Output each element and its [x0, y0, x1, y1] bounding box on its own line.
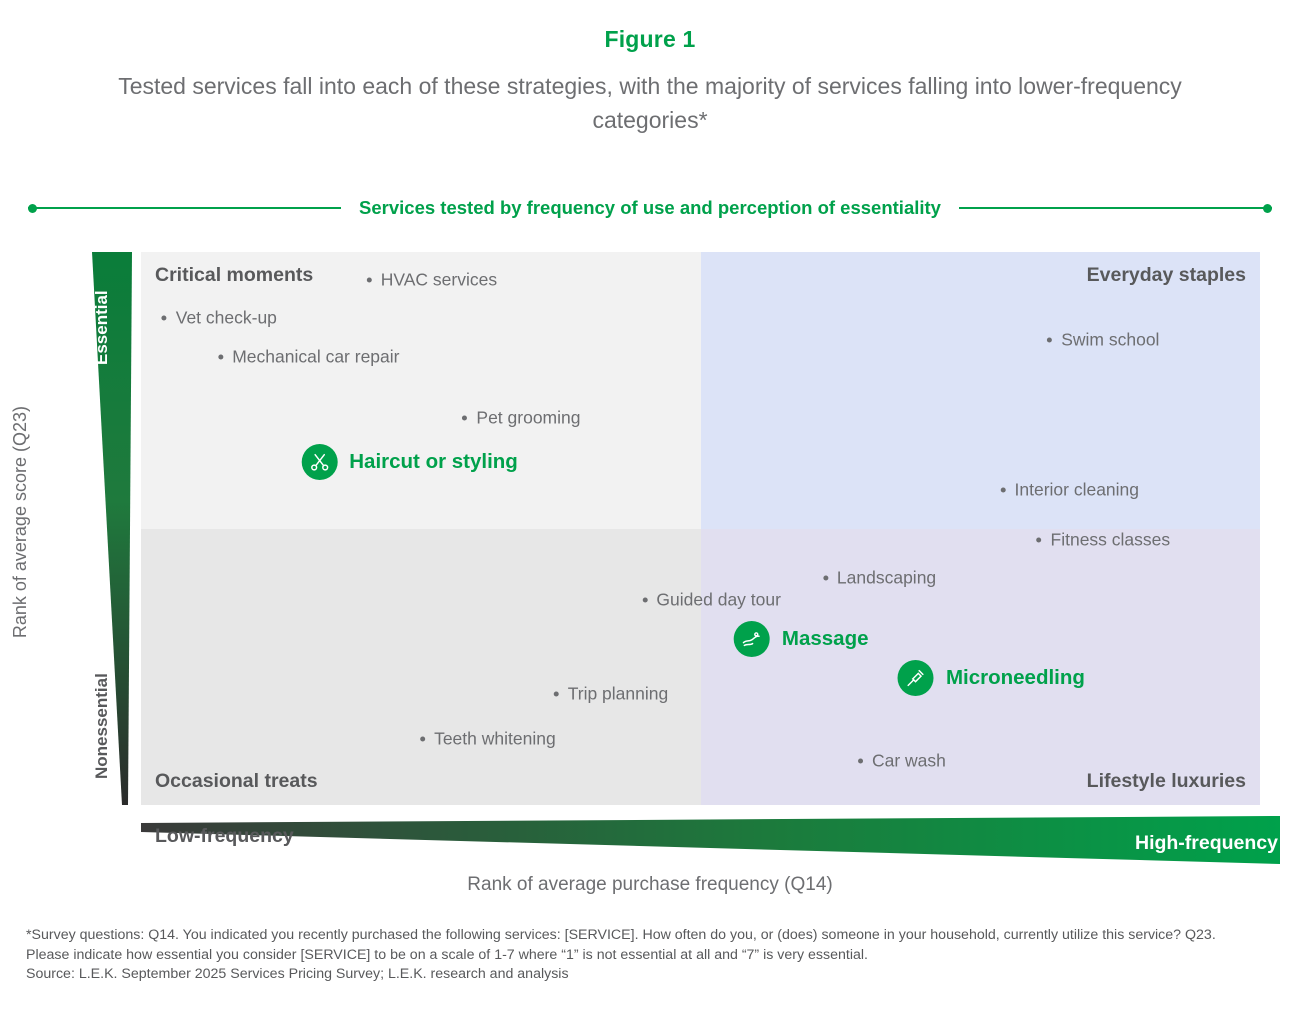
data-point-label: Guided day tour: [656, 589, 781, 610]
x-axis-title: Rank of average purchase frequency (Q14): [467, 874, 833, 895]
bullet-icon: [858, 758, 863, 763]
data-point-label: Microneedling: [945, 665, 1085, 689]
y-axis-label-essential: Essential: [92, 290, 111, 366]
data-point-label: Haircut or styling: [349, 450, 518, 474]
quadrant-label-everyday-staples: Everyday staples: [1086, 264, 1246, 286]
bullet-icon: [162, 316, 167, 321]
massage-icon: [734, 621, 770, 657]
data-point: [218, 347, 399, 368]
data-point: [301, 444, 518, 480]
data-point-label: Landscaping: [836, 567, 937, 588]
data-point-label: Fitness classes: [1050, 529, 1171, 550]
data-point-label: Mechanical car repair: [232, 346, 400, 367]
data-point-label: Vet check-up: [175, 307, 277, 328]
data-point: [898, 660, 1085, 696]
banner: [28, 194, 1272, 222]
figure-title: Tested services fall into each of these strategies, with the majority of services falling into lower-frequency categories*: [118, 73, 1182, 133]
bullet-icon: [1047, 338, 1052, 343]
data-point-label: Massage: [781, 627, 869, 651]
scatter-plot: [141, 252, 1260, 805]
data-point: [1037, 529, 1171, 550]
banner-rule-right: [959, 207, 1272, 209]
data-point: [823, 568, 936, 589]
x-axis-label-low-frequency: Low-frequency: [155, 825, 294, 847]
data-point-label: Teeth whitening: [434, 728, 556, 749]
x-axis-label-high-frequency: High-frequency: [1134, 832, 1278, 854]
data-point: [462, 407, 580, 428]
data-point-label: Interior cleaning: [1014, 479, 1140, 500]
scissors-icon: [301, 444, 337, 480]
quadrant-label-critical-moments: Critical moments: [155, 264, 314, 286]
banner-title: Services tested by frequency of use and perception of essentiality: [359, 197, 941, 218]
bullet-icon: [823, 576, 828, 581]
quadrant-bottom-left: [141, 529, 701, 806]
banner-rule-left: [28, 207, 341, 209]
data-point: [554, 684, 669, 705]
quadrant-top-right: [701, 252, 1261, 529]
bullet-icon: [1001, 487, 1006, 492]
data-point: [642, 590, 781, 611]
y-axis-title: Rank of average score (Q23): [10, 406, 30, 639]
footnotes: [26, 926, 1236, 985]
bullet-icon: [642, 598, 647, 603]
x-axis-gradient-triangle: [141, 816, 1280, 864]
data-point: [420, 728, 556, 749]
bullet-icon: [218, 355, 223, 360]
bullet-icon: [1037, 537, 1042, 542]
data-point: [162, 308, 277, 329]
data-point: [1047, 330, 1159, 351]
data-point: [1001, 479, 1140, 500]
bullet-icon: [367, 277, 372, 282]
footnote-source: Source: L.E.K. September 2025 Services Pricing Survey; L.E.K. research and analysis: [26, 966, 569, 982]
data-point-label: Swim school: [1061, 329, 1160, 350]
data-point: [734, 621, 869, 657]
needle-icon: [898, 660, 934, 696]
data-point-label: Car wash: [871, 750, 946, 771]
data-point: [858, 750, 946, 771]
quadrant-label-lifestyle-luxuries: Lifestyle luxuries: [1086, 770, 1246, 792]
footnote-survey: *Survey questions: Q14. You indicated you recently purchased the following services: [SERVICE]. How often do you, or (does) someone in your household, currently utilize this service? Q23. Please indicate how essential you consider [SERVICE] to be on a scale of 1-7 where “1” is not essential at all and “7” is very essential.: [26, 927, 1216, 963]
bullet-icon: [420, 736, 425, 741]
data-point: [367, 269, 497, 290]
data-point-label: Pet grooming: [476, 407, 581, 428]
data-point-label: Trip planning: [567, 683, 669, 704]
quadrant-top-left: [141, 252, 701, 529]
figure-label: Figure 1: [604, 26, 696, 52]
data-point-label: HVAC services: [380, 269, 498, 290]
quadrant-label-occasional-treats: Occasional treats: [155, 770, 318, 792]
y-axis-label-nonessential: Nonessential: [92, 673, 111, 779]
bullet-icon: [554, 692, 559, 697]
bullet-icon: [462, 415, 467, 420]
